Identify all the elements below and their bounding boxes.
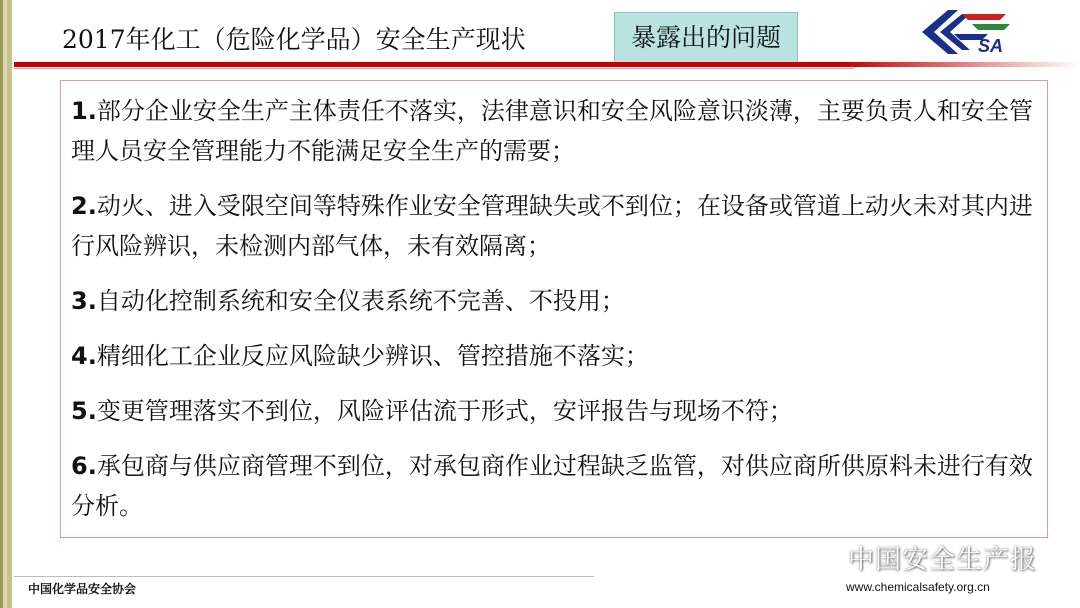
- footer-url: www.chemicalsafety.org.cn: [846, 580, 990, 594]
- header-divider: [14, 62, 1080, 67]
- list-item: [71, 281, 1037, 321]
- item-number: 1.: [71, 97, 97, 125]
- watermark: [812, 540, 1037, 580]
- item-number: 5.: [71, 397, 97, 425]
- list-item: [71, 446, 1037, 526]
- list-item: [71, 91, 1037, 171]
- header-divider-thin: [14, 68, 854, 69]
- item-text: 自动化控制系统和安全仪表系统不完善、不投用；: [96, 287, 625, 315]
- logo-text: SA: [978, 36, 1004, 56]
- topic-label: 暴露出的问题: [614, 12, 798, 64]
- footer-organization: 中国化学品安全协会: [28, 582, 137, 596]
- issues-list: [60, 80, 1048, 538]
- wechat-icon: [812, 548, 842, 574]
- left-decorative-stripe: [0, 0, 12, 608]
- list-item: [71, 336, 1037, 376]
- item-number: 2.: [71, 192, 97, 220]
- item-number: 6.: [71, 452, 97, 480]
- item-number: 4.: [71, 342, 97, 370]
- item-text: 部分企业安全生产主体责任不落实，法律意识和安全风险意识淡薄，主要负责人和安全管理人员安全管理能力不能满足安全生产的需要；: [71, 97, 1033, 165]
- slide-title: 2017年化工（危险化学品）安全生产现状: [62, 25, 526, 54]
- item-text: 变更管理落实不到位，风险评估流于形式，安评报告与现场不符；: [96, 397, 793, 425]
- list-item: [71, 391, 1037, 431]
- item-text: 精细化工企业反应风险缺少辨识、管控措施不落实；: [96, 342, 649, 370]
- list-item: [71, 186, 1037, 266]
- footer-divider: [14, 576, 594, 577]
- item-text: 动火、进入受限空间等特殊作业安全管理缺失或不到位；在设备或管道上动火未对其内进行风险辨识，未检测内部气体，未有效隔离；: [71, 192, 1033, 260]
- watermark-text: 中国安全生产报: [848, 545, 1038, 575]
- item-number: 3.: [71, 287, 97, 315]
- item-text: 承包商与供应商管理不到位，对承包商作业过程缺乏监管，对供应商所供原料未进行有效分析。: [71, 452, 1033, 520]
